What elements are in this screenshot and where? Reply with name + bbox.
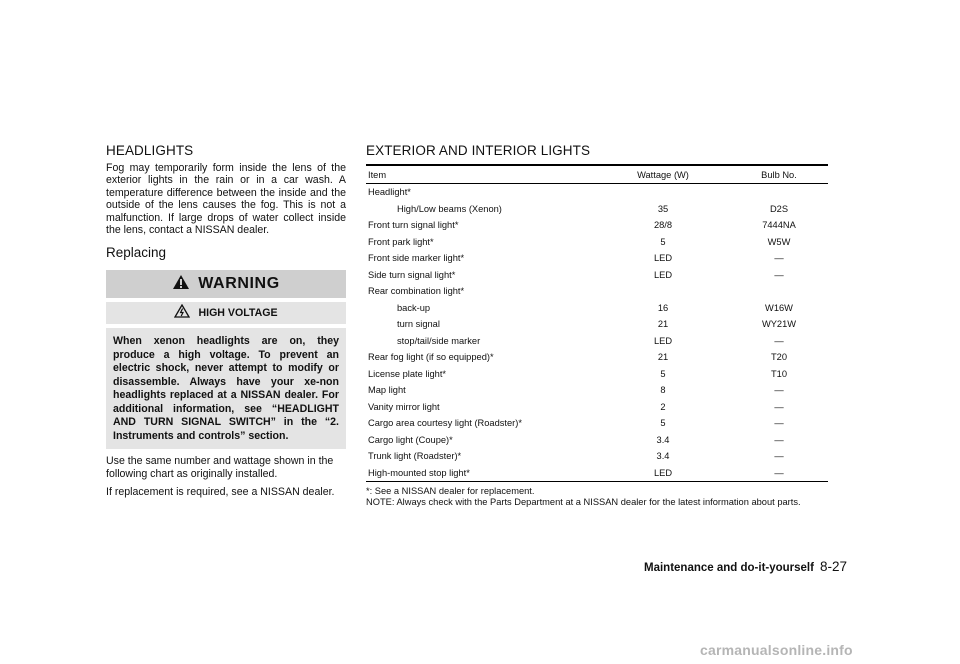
table-row bbox=[366, 465, 828, 482]
table-row bbox=[366, 415, 828, 432]
bulb-cell: W5W bbox=[767, 236, 791, 247]
table-row bbox=[366, 217, 828, 234]
wattage-cell: 35 bbox=[657, 203, 669, 214]
bulb-cell: — bbox=[774, 335, 784, 346]
page-footer bbox=[644, 559, 847, 574]
wattage-cell: LED bbox=[653, 335, 673, 346]
table-row bbox=[366, 316, 828, 333]
wattage-cell: 28/8 bbox=[653, 220, 673, 230]
bulb-cell: T10 bbox=[770, 368, 788, 379]
bulb-cell: — bbox=[774, 269, 784, 280]
wattage-cell: LED bbox=[653, 269, 673, 280]
high-voltage-banner bbox=[106, 302, 346, 324]
wattage-cell: 5 bbox=[660, 236, 666, 247]
item-cell: Rear fog light (if so equipped)* bbox=[368, 352, 494, 362]
bulb-cell: — bbox=[774, 401, 784, 412]
same-number-text: Use the same number and wattage shown in the following chart as originally installed. bbox=[106, 455, 334, 480]
wattage-cell: 5 bbox=[660, 418, 666, 428]
bulb-cell bbox=[730, 283, 828, 300]
lights-table-body bbox=[366, 184, 828, 482]
column-header-bulb: Bulb No. bbox=[730, 165, 828, 184]
bulb-cell: WY21W bbox=[761, 319, 797, 329]
table-row bbox=[366, 333, 828, 350]
wattage-cell: 21 bbox=[657, 319, 669, 329]
parts-note: NOTE: Always check with the Parts Department at a NISSAN dealer for the latest information about parts. bbox=[366, 497, 801, 507]
warning-title: WARNING bbox=[198, 275, 280, 293]
high-voltage-title: HIGH VOLTAGE bbox=[198, 307, 278, 320]
wattage-cell: 21 bbox=[657, 352, 669, 362]
item-cell: Side turn signal light* bbox=[368, 269, 456, 280]
table-row bbox=[366, 432, 828, 449]
bulb-cell: — bbox=[774, 418, 784, 428]
item-cell: Cargo area courtesy light (Roadster)* bbox=[368, 418, 522, 428]
item-cell: Front side marker light* bbox=[368, 253, 465, 263]
wattage-cell: 5 bbox=[660, 368, 666, 379]
table-row bbox=[366, 366, 828, 383]
item-cell: High-mounted stop light* bbox=[368, 467, 470, 478]
replacing-title: Replacing bbox=[106, 245, 167, 261]
table-row bbox=[366, 448, 828, 465]
bulb-cell: T20 bbox=[770, 352, 788, 362]
lights-title: EXTERIOR AND INTERIOR LIGHTS bbox=[366, 143, 591, 158]
column-header-item: Item bbox=[366, 165, 596, 184]
wattage-cell: 16 bbox=[657, 302, 669, 313]
wattage-cell: 8 bbox=[660, 385, 666, 395]
bulb-cell: — bbox=[774, 434, 784, 445]
bulb-cell: W16W bbox=[765, 302, 793, 313]
wattage-cell: 3.4 bbox=[656, 434, 670, 445]
watermark: carmanualsonline.info bbox=[700, 642, 853, 658]
headlights-section bbox=[106, 143, 346, 499]
item-cell: Vanity mirror light bbox=[368, 401, 440, 412]
table-row bbox=[366, 267, 828, 284]
headlights-intro: Fog may temporarily form inside the lens of the exterior lights in the rain or in a car wash. A temperature difference between the inside and the outside of the lens causes the fog. This is not a malfunction. If large drops of water collect inside the lens, contact a NISSAN dealer. bbox=[106, 162, 346, 237]
bulb-cell: — bbox=[774, 451, 784, 461]
table-row bbox=[366, 382, 828, 399]
item-cell: High/Low beams (Xenon) bbox=[397, 203, 502, 214]
item-cell: back-up bbox=[397, 302, 431, 313]
wattage-cell: LED bbox=[653, 467, 673, 478]
item-cell: Front park light* bbox=[368, 236, 434, 247]
bulb-cell: D2S bbox=[769, 203, 789, 214]
table-row bbox=[366, 234, 828, 251]
wattage-cell bbox=[596, 283, 730, 300]
table-row bbox=[366, 300, 828, 317]
bulb-cell: 7444NA bbox=[762, 220, 796, 230]
wattage-cell: 2 bbox=[660, 401, 666, 412]
table-header-row bbox=[366, 165, 828, 184]
table-row bbox=[366, 184, 828, 201]
column-header-wattage: Wattage (W) bbox=[596, 165, 730, 184]
table-row bbox=[366, 399, 828, 416]
wattage-cell: 3.4 bbox=[656, 451, 670, 461]
lights-table bbox=[366, 164, 828, 482]
item-cell: Trunk light (Roadster)* bbox=[368, 451, 462, 461]
table-row bbox=[366, 283, 828, 300]
replacement-text: If replacement is required, see a NISSAN dealer. bbox=[106, 486, 335, 499]
table-row bbox=[366, 349, 828, 366]
table-row bbox=[366, 250, 828, 267]
page-number: 8-27 bbox=[819, 559, 847, 574]
bulb-cell: — bbox=[774, 253, 784, 263]
table-row bbox=[366, 201, 828, 218]
warning-text: When xenon headlights are on, they produce a high voltage. To prevent an electric shock, never attempt to modify or disassemble. Always have your xe-non headlights replaced at a NISSAN dealer. For additional information, see “HEADLIGHT AND TURN SIGNAL SWITCH” in the “2. Instruments and controls” section. bbox=[106, 328, 346, 449]
bulb-cell: — bbox=[774, 385, 784, 395]
item-cell: Front turn signal light* bbox=[368, 220, 459, 230]
item-cell: Headlight* bbox=[368, 187, 411, 197]
item-cell: stop/tail/side marker bbox=[397, 335, 481, 346]
item-cell: Rear combination light* bbox=[368, 286, 465, 296]
wattage-cell: LED bbox=[653, 253, 673, 263]
footnote: *: See a NISSAN dealer for replacement. bbox=[366, 486, 535, 496]
item-cell: License plate light* bbox=[368, 368, 447, 379]
headlights-title: HEADLIGHTS bbox=[106, 143, 194, 158]
bulb-cell bbox=[730, 184, 828, 201]
warning-triangle-icon bbox=[172, 274, 190, 295]
footer-section-label: Maintenance and do-it-yourself bbox=[644, 562, 814, 574]
item-cell: Cargo light (Coupe)* bbox=[368, 434, 453, 445]
item-cell: turn signal bbox=[397, 319, 440, 329]
warning-banner bbox=[106, 270, 346, 298]
high-voltage-icon bbox=[174, 304, 190, 323]
item-cell: Map light bbox=[368, 385, 406, 395]
lights-section bbox=[366, 143, 828, 508]
bulb-cell: — bbox=[774, 467, 784, 478]
wattage-cell bbox=[596, 184, 730, 201]
